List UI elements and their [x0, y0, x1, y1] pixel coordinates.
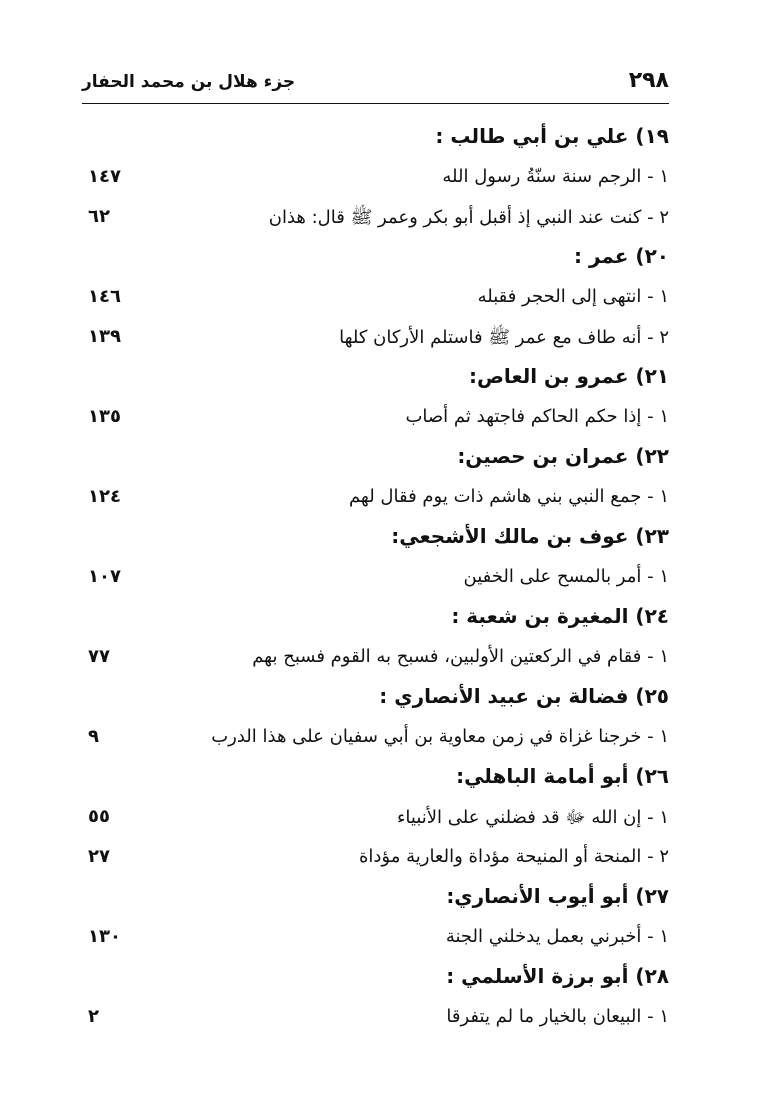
entry-page-number: ١٠٧ — [88, 566, 121, 587]
page-number: ٢٩٨ — [628, 68, 669, 93]
section-heading-row — [82, 518, 669, 558]
index-entry — [82, 998, 669, 1038]
section-heading: ١٩) علي بن أبي طالب : — [435, 124, 669, 148]
entry-page-number: ١٤٦ — [88, 286, 121, 307]
index-entry — [82, 198, 669, 238]
index-entry — [82, 638, 669, 678]
index-list — [82, 118, 669, 1038]
entry-text: ١ - إذا حكم الحاكم فاجتهد ثم أصاب — [405, 406, 669, 427]
section-heading: ٢٥) فضالة بن عبيد الأنصاري : — [379, 684, 669, 708]
section-heading-row — [82, 598, 669, 638]
section-heading-row — [82, 358, 669, 398]
index-entry — [82, 718, 669, 758]
section-heading: ٢١) عمرو بن العاص: — [469, 364, 669, 388]
entry-page-number: ٩ — [88, 726, 99, 747]
entry-text: ٢ - كنت عند النبي إذ أقبل أبو بكر وعمر ﷺ قال: هذان — [268, 207, 669, 228]
entry-text: ١ - إن الله ﷻ قد فضلني على الأنبياء — [396, 807, 669, 828]
index-entry — [82, 558, 669, 598]
section-heading: ٢٣) عوف بن مالك الأشجعي: — [391, 524, 669, 548]
entry-page-number: ٦٢ — [88, 206, 110, 227]
section-heading: ٢٦) أبو أمامة الباهلي: — [456, 764, 669, 788]
index-entry — [82, 318, 669, 358]
section-heading-row — [82, 238, 669, 278]
entry-page-number: ١٣٩ — [88, 326, 121, 347]
entry-text: ١ - انتهى إلى الحجر فقبله — [477, 286, 669, 307]
section-heading-row — [82, 758, 669, 798]
entry-text: ٢ - أنه طاف مع عمر ﷺ فاستلم الأركان كلها — [339, 327, 669, 348]
entry-page-number: ٧٧ — [88, 646, 110, 667]
section-heading-row — [82, 438, 669, 478]
index-entry — [82, 918, 669, 958]
index-entry — [82, 158, 669, 198]
entry-text: ١ - خرجنا غزاة في زمن معاوية بن أبي سفيان على هذا الدرب — [211, 726, 669, 747]
section-heading: ٢٢) عمران بن حصين: — [457, 444, 669, 468]
index-entry — [82, 798, 669, 838]
entry-page-number: ١٢٤ — [88, 486, 121, 507]
entry-text: ١ - أمر بالمسح على الخفين — [463, 566, 669, 587]
entry-page-number: ٢٧ — [88, 846, 110, 867]
entry-text: ١ - فقام في الركعتين الأولبين، فسبح به القوم فسبح بهم — [252, 646, 669, 667]
section-heading: ٢٠) عمر : — [574, 244, 669, 268]
section-heading-row — [82, 678, 669, 718]
entry-text: ١ - أخبرني بعمل يدخلني الجنة — [445, 926, 669, 947]
entry-page-number: ٢ — [88, 1006, 99, 1027]
section-heading-row — [82, 118, 669, 158]
section-heading: ٢٤) المغيرة بن شعبة : — [451, 604, 669, 628]
entry-text: ١ - جمع النبي بني هاشم ذات يوم فقال لهم — [348, 486, 669, 507]
index-entry — [82, 478, 669, 518]
entry-page-number: ٥٥ — [88, 806, 110, 827]
entry-page-number: ١٣٠ — [88, 926, 121, 947]
entry-text: ١ - الرجم سنة سنّةُ رسول الله — [442, 166, 669, 187]
section-heading: ٢٧) أبو أيوب الأنصاري: — [446, 884, 669, 908]
running-title: جزء هلال بن محمد الحفار — [82, 72, 296, 92]
page-header — [82, 62, 669, 104]
index-entry — [82, 278, 669, 318]
entry-text: ١ - البيعان بالخيار ما لم يتفرقا — [446, 1006, 669, 1027]
index-entry — [82, 398, 669, 438]
entry-page-number: ١٤٧ — [88, 166, 121, 187]
section-heading-row — [82, 878, 669, 918]
entry-page-number: ١٣٥ — [88, 406, 121, 427]
index-entry — [82, 838, 669, 878]
header-rule — [82, 103, 669, 104]
section-heading: ٢٨) أبو برزة الأسلمي : — [446, 964, 669, 988]
section-heading-row — [82, 958, 669, 998]
entry-text: ٢ - المنحة أو المنيحة مؤداة والعارية مؤداة — [358, 846, 669, 867]
